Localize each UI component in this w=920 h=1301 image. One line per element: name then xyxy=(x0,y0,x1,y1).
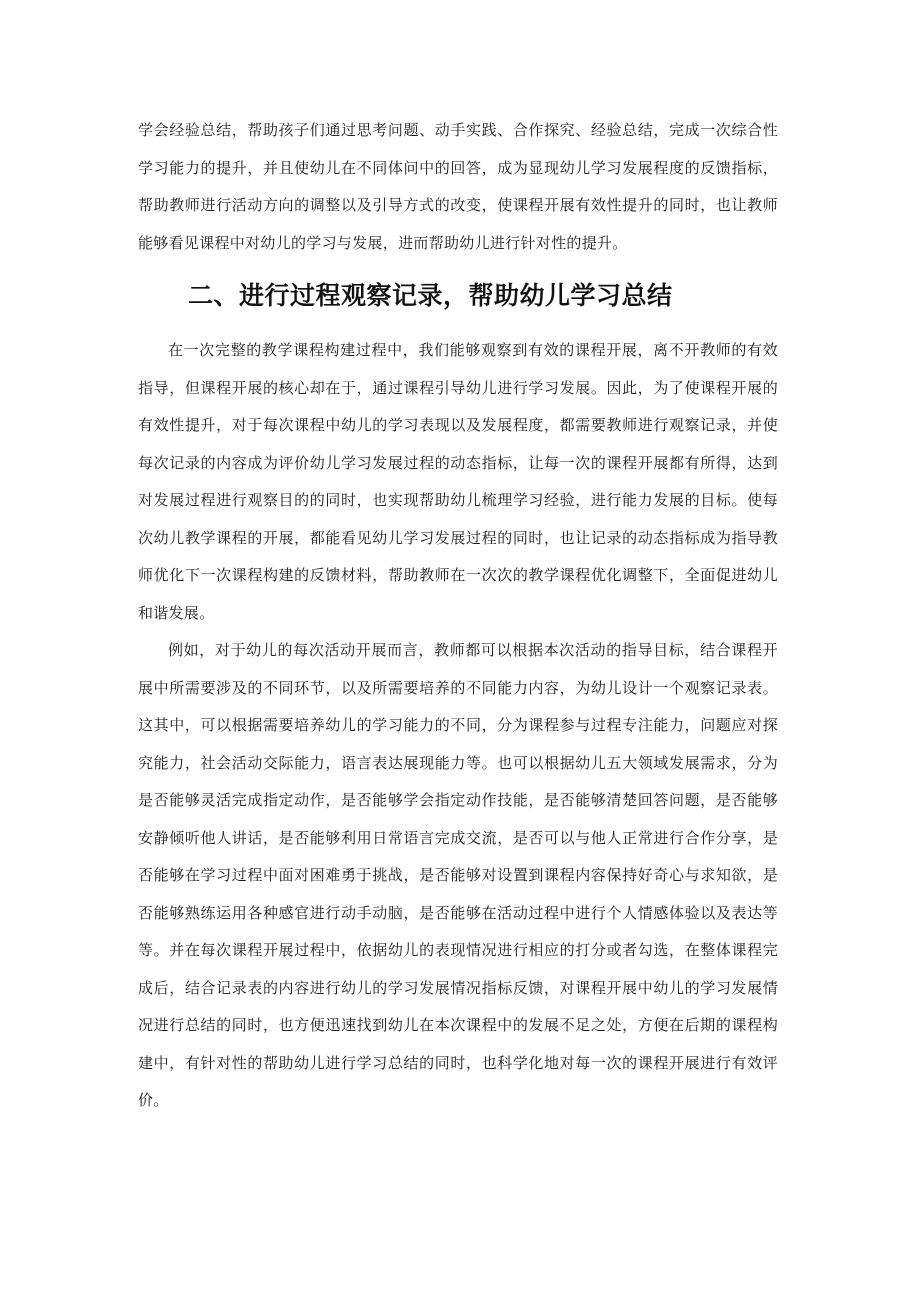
document-body xyxy=(138,112,778,1120)
body-paragraph-1: 在一次完整的教学课程构建过程中，我们能够观察到有效的课程开展，离不开教师的有效指导，但课程开展的核心却在于，通过课程引导幼儿进行学习发展。因此，为了使课程开展的有效性提升，对于每次课程中幼儿的学习表现以及发展程度，都需要教师进行观察记录，并使每次记录的内容成为评价幼儿学习发展过程的动态指标，让每一次的课程开展都有所得，达到对发展过程进行观察目的的同时，也实现帮助幼儿梳理学习经验，进行能力发展的目标。使每次幼儿教学课程的开展，都能看见幼儿学习发展过程的同时，也让记录的动态指标成为指导教师优化下一次课程构建的反馈材料，帮助教师在一次次的教学课程优化调整下，全面促进幼儿和谐发展。 xyxy=(138,341,778,622)
body-paragraph-2: 例如，对于幼儿的每次活动开展而言，教师都可以根据本次活动的指导目标，结合课程开展中所需要涉及的不同环节，以及所需要培养的不同能力内容，为幼儿设计一个观察记录表。这其中，可以根据需要培养幼儿的学习能力的不同，分为课程参与过程专注能力，问题应对探究能力，社会活动交际能力，语言表达展现能力等。也可以根据幼儿五大领域发展需求，分为是否能够灵活完成指定动作，是否能够学会指定动作技能，是否能够清楚回答问题，是否能够安静倾听他人讲话，是否能够利用日常语言完成交流，是否可以与他人正常进行合作分享，是否能够在学习过程中面对困难勇于挑战，是否能够对设置到课程内容保持好奇心与求知欲，是否能够熟练运用各种感官进行动手动脑，是否能够在活动过程中进行个人情感体验以及表达等等。并在每次课程开展过程中，依据幼儿的表现情况进行相应的打分或者勾选，在整体课程完成后，结合记录表的内容进行幼儿的学习发展情况指标反馈，对课程开展中幼儿的学习发展情况进行总结的同时，也方便迅速找到幼儿在本次课程中的发展不足之处，方便在后期的课程构建中，有针对性的帮助幼儿进行学习总结的同时，也科学化地对每一次的课程开展进行有效评价。 xyxy=(138,641,778,1109)
section-heading: 二、进行过程观察记录，帮助幼儿学习总结 xyxy=(188,281,673,310)
intro-paragraph: 学会经验总结，帮助孩子们通过思考问题、动手实践、合作探究、经验总结，完成一次综合性学习能力的提升，并且使幼儿在不同体问中的回答，成为显现幼儿学习发展程度的反馈指标，帮助教师进行活动方向的调整以及引导方式的改变，使课程开展有效性提升的同时，也让教师能够看见课程中对幼儿的学习与发展，进而帮助幼儿进行针对性的提升。 xyxy=(138,121,778,252)
